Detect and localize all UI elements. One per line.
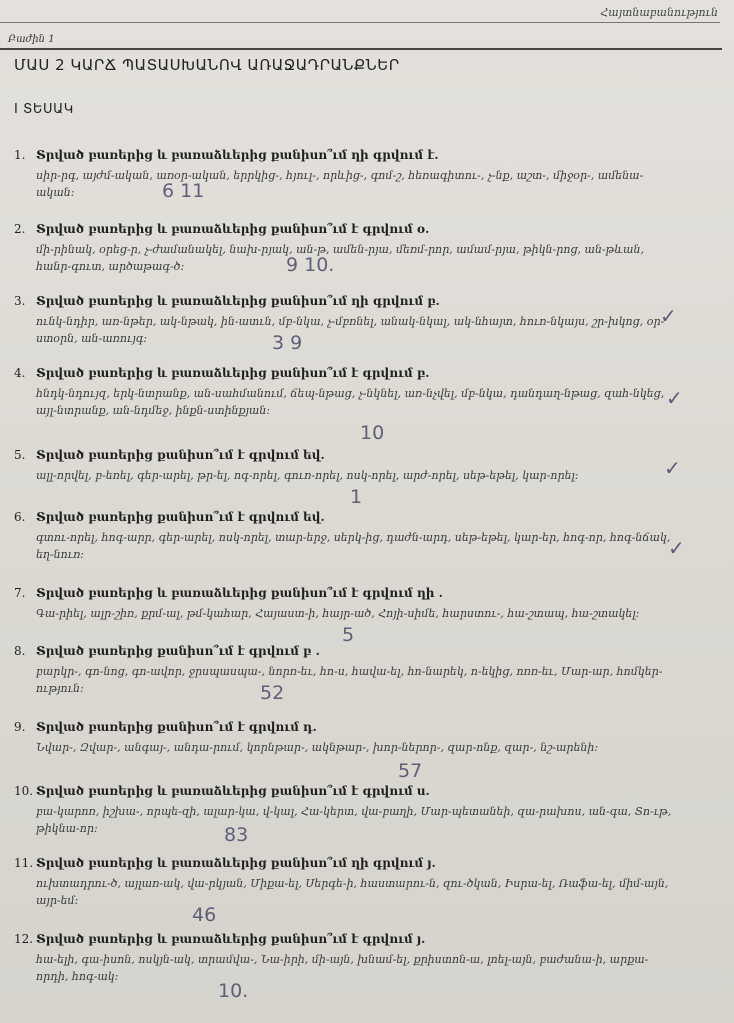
task-question <box>14 146 674 164</box>
task-instruction: Տրված բառերից և բառաձևերից քանիսո՞ւմ է գրվում ղի . <box>36 586 443 600</box>
task-number: 11. <box>14 856 34 870</box>
task-words: հնդկ-նդույզ, երկ-նտրանք, ան-սահմանում, ճեպ-նթաց, չ-նկնել, առ-նչվել, մբ-նկա, դանդաղ-նթաց, զահ-նկեց, այլ-նտրանք, ան-նդմեջ, ինքն-ստինքյան: <box>36 387 665 417</box>
task-number: 1. <box>14 148 26 162</box>
header-rule <box>0 22 720 23</box>
task-8 <box>14 642 674 697</box>
task-7 <box>14 584 674 622</box>
check-mark-icon: ✓ <box>668 536 685 560</box>
task-words: սիր-րգ, այժմ-ական, առօր-ական, երրկից-, հյուլ-, որևից-, գոմ-շ, հեռագիտու-, չ-նք, աշտ-, միջօր-, ամենա-ական: <box>36 169 644 199</box>
handwritten-answer: 52 <box>260 682 285 704</box>
check-mark-icon: ✓ <box>660 304 677 328</box>
running-head: Հայտնաբանություն <box>600 6 718 19</box>
task-question <box>14 220 674 238</box>
task-number: 3. <box>14 294 26 308</box>
task-5 <box>14 446 674 484</box>
task-words: գտու-որել, հոգ-արր, գեր-արել, ոսկ-որել, տար-երջ, սերկ-ից, դաժն-արդ, սեթ-եթել, կար-եր, հոգ-որ, հոգ-նճակ, եղ-նուռ: <box>36 531 671 561</box>
task-question <box>14 854 674 872</box>
task-question <box>14 292 674 310</box>
task-words: բա-կարոռ, իշխա-, որպե-զի, ալար-կա, վ-կալ, Հա-կերտ, վա-բաղի, Մար-պետանեի, զա-րախոս, ան-գա, Տո-ւթ, թիկնա-որ: <box>36 805 672 835</box>
check-mark-icon: ✓ <box>666 386 683 410</box>
task-instruction: Տրված բառերից և բառաձևերից քանիսո՞ւմ ղի գրվում յ. <box>36 856 436 870</box>
task-question <box>14 584 674 602</box>
task-words: ուխտադրու-ծ, այլառ-ակ, վա-րկյան, Միքա-ել, Սերգե-ի, հաստարու-ն, զու-ծկան, Իսրա-ել, Ռաֆա-ել, միմ-այն, այր-եմ: <box>36 877 669 907</box>
task-10 <box>14 782 674 837</box>
handwritten-answer: 6 11 <box>162 180 205 202</box>
task-number: 9. <box>14 720 26 734</box>
task-words: բարկր-, գո-նոց, գո-ավոր, ջրսպասպա-, նորռ-եւ, հո-ս, հավա-ել, հո-նարեկ, ո-եկից, ոռռ-եւ, Մար-ար, հոմկեր-ություն: <box>36 665 663 695</box>
task-question <box>14 930 674 948</box>
task-question <box>14 642 674 660</box>
section-title: ՄԱՍ 2 ԿԱՐՃ ՊԱՏԱՍԽԱՆՈՎ ԱՌԱՋԱԴՐԱՆՔՆԵՐ <box>14 56 400 74</box>
task-number: 10. <box>14 784 34 798</box>
handwritten-answer: 10 <box>360 422 385 444</box>
task-12 <box>14 930 674 985</box>
task-4 <box>14 364 674 419</box>
handwritten-answer: 57 <box>398 760 423 782</box>
task-question <box>14 782 674 800</box>
handwritten-answer: 46 <box>192 904 217 926</box>
task-number: 8. <box>14 644 26 658</box>
task-instruction: Տրված բառերից և բառաձևերից քանիսո՞ւմ է գրվում ս. <box>36 784 430 798</box>
handwritten-answer: 1 <box>350 486 363 508</box>
task-words: ունկ-նդիր, առ-նթեր, ակ-նթակ, ին-ատւն, մբ-նկա, չ-մբռնել, անակ-նկալ, ակ-նհայտ, հուռ-նկայս, շր-խկոց, օր-ստօրն, ան-առույգ: <box>36 315 665 345</box>
task-number: 6. <box>14 510 26 524</box>
handwritten-answer: 5 <box>342 624 355 646</box>
handwritten-answer: 3 9 <box>272 332 303 354</box>
task-1 <box>14 146 674 201</box>
subsection-title: I ՏԵՍԱԿ <box>14 102 74 117</box>
task-number: 4. <box>14 366 26 380</box>
task-3 <box>14 292 674 347</box>
task-6 <box>14 508 674 563</box>
task-words: Գա-րիել, ալր-շիռ, քրմ-ալ, թմ-կահար, Հայաստ-ի, հայր-ած, Հոյի-սիմե, հարստու-, հա-շտապ, հա-շտակել: <box>36 607 640 620</box>
task-words: հա-ելի, գա-իսոն, ոսկյն-ակ, տրամվա-, Նա-իրի, մի-այն, խնամ-ել, քրիստոն-ա, լոել-այն, բաժանա-ի, արքա-որդի, հոգ-ակ: <box>36 953 649 983</box>
task-question <box>14 718 674 736</box>
part-rule <box>0 48 722 50</box>
task-instruction: Տրված բառերից և բառաձևերից քանիսո՞ւմ է գրվում օ. <box>36 222 430 236</box>
task-9 <box>14 718 674 756</box>
task-number: 7. <box>14 586 26 600</box>
task-number: 5. <box>14 448 26 462</box>
handwritten-answer: 83 <box>224 824 249 846</box>
task-instruction: Տրված բառերից քանիսո՞ւմ է գրվում դ. <box>36 720 317 734</box>
task-question <box>14 364 674 382</box>
task-11 <box>14 854 674 909</box>
handwritten-answer: 9 10. <box>286 254 335 276</box>
check-mark-icon: ✓ <box>664 456 681 480</box>
task-words: Նվար-, Զվար-, անգայ-, անդա-րում, կորնթար-, ակնթար-, խոր-ներոր-, զար-ոնք, զար-, նշ-արենի: <box>36 741 599 754</box>
task-2 <box>14 220 674 275</box>
task-instruction: Տրված բառերից քանիսո՞ւմ է գրվում եվ. <box>36 448 325 462</box>
task-instruction: Տրված բառերից և բառաձևերից քանիսո՞ւմ է գրվում բ. <box>36 366 430 380</box>
task-number: 12. <box>14 932 34 946</box>
task-instruction: Տրված բառերից և բառաձևերից քանիսո՞ւմ ղի գրվում բ. <box>36 294 440 308</box>
task-words: մի-րինակ, օրեց-ր, չ-ժամանակել, նախ-րյակ, ան-թ, ամեն-րյա, մեռմ-րոր, ամամ-րյա, թիկն-րոց, ան-թևան, հանր-գուտ, արծաթագ-ծ: <box>36 243 644 273</box>
task-words: ալլ-որվել, բ-եռել, գեր-արել, թր-ել, ոգ-որել, գուռ-որել, ոսկ-որել, արժ-որել, սեթ-եթել, կար-որել: <box>36 469 579 482</box>
task-question <box>14 446 674 464</box>
part-label: Բաժին 1 <box>8 34 55 45</box>
task-instruction: Տրված բառերից և բառաձևերից քանիսո՞ւմ ղի գրվում է. <box>36 148 439 162</box>
task-instruction: Տրված բառերից և բառաձևերից քանիսո՞ւմ է գրվում յ. <box>36 932 426 946</box>
task-question <box>14 508 674 526</box>
task-instruction: Տրված բառերից քանիսո՞ւմ է գրվում բ . <box>36 644 320 658</box>
task-instruction: Տրված բառերից քանիսո՞ւմ է գրվում եվ. <box>36 510 325 524</box>
task-number: 2. <box>14 222 26 236</box>
handwritten-answer: 10. <box>218 980 249 1002</box>
